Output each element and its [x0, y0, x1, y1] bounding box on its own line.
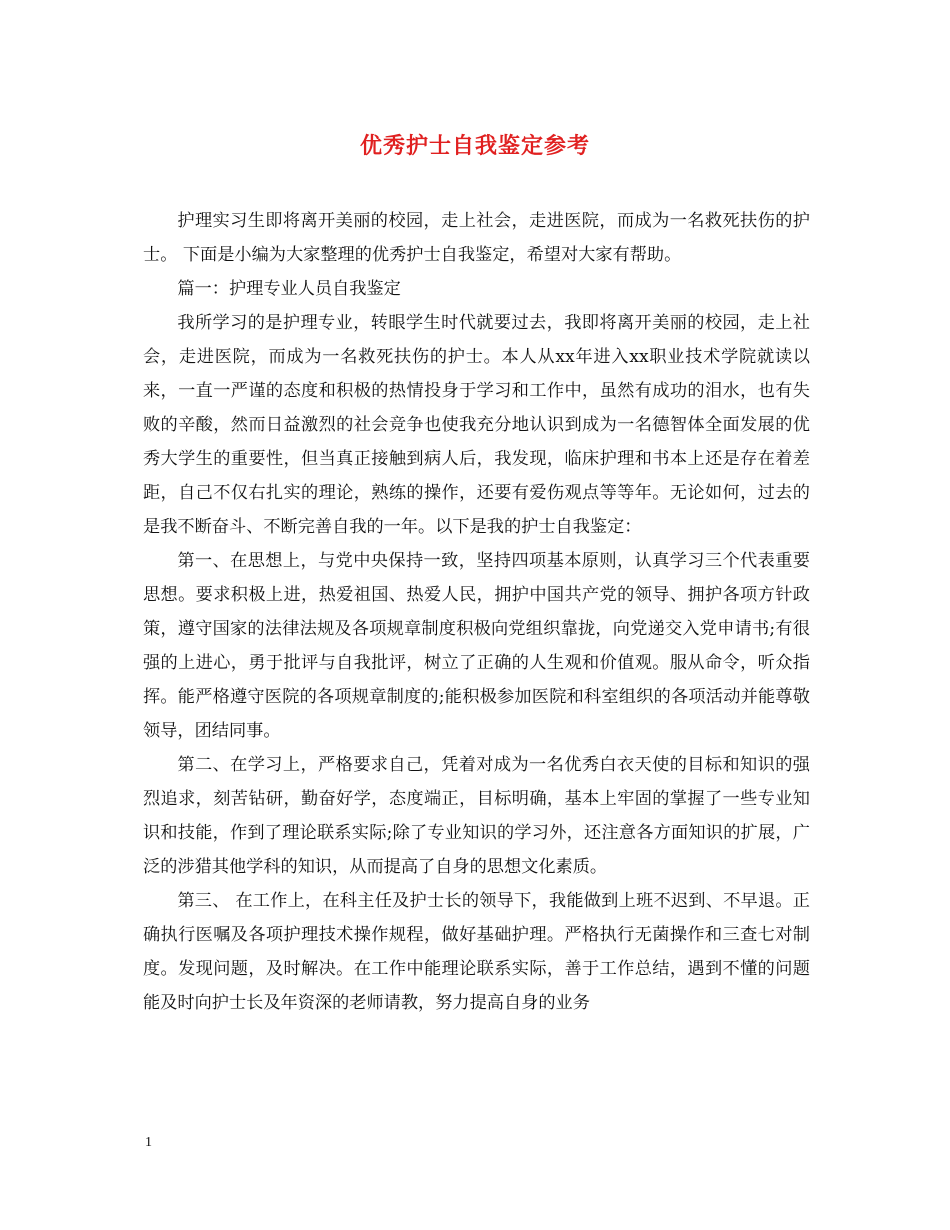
- section-heading: 篇一：护理专业人员自我鉴定: [177, 279, 401, 299]
- paragraph-study: 第二、在学习上，严格要求自己，凭着对成为一名优秀白衣天使的目标和知识的强烈追求，刻苦钻研，勤奋好学，态度端正，目标明确，基本上牢固的掌握了一些专业知识和技能，作到了理论联系实际;除了专业知识的学习外，还注意各方面知识的扩展，广泛的涉猎其他学科的知识，从而提高了自身的思想文化素质。: [143, 755, 810, 877]
- paragraph-intro: 护理实习生即将离开美丽的校园，走上社会，走进医院，而成为一名救死扶伤的护士。 下面是小编为大家整理的优秀护士自我鉴定，希望对大家有帮助。: [143, 211, 810, 265]
- paragraph-overview: 我所学习的是护理专业，转眼学生时代就要过去，我即将离开美丽的校园，走上社会，走进医院，而成为一名救死扶伤的护士。本人从xx年进入xx职业技术学院就读以来，一直一严谨的态度和积极的热情投身于学习和工作中，虽然有成功的泪水，也有失败的辛酸，然而日益激烈的社会竞争也使我充分地认识到成为一名德智体全面发展的优秀大学生的重要性，但当真正接触到病人后，我发现，临床护理和书本上还是存在着差距，自己不仅右扎实的理论，熟练的操作，还要有爱伤观点等等年。无论如何，过去的是我不断奋斗、不断完善自我的一年。以下是我的护士自我鉴定：: [143, 313, 810, 537]
- document-title: 优秀护士自我鉴定参考: [359, 133, 590, 159]
- paragraph-ideology: 第一、在思想上，与党中央保持一致，坚持四项基本原则，认真学习三个代表重要思想。要求积极上进，热爱祖国、热爱人民，拥护中国共产党的领导、拥护各项方针政策，遵守国家的法律法规及各项规章制度积极向党组织靠拢，向党递交入党申请书;有很强的上进心，勇于批评与自我批评，树立了正确的人生观和价值观。服从命令，听众指挥。能严格遵守医院的各项规章制度的;能积极参加医院和科室组织的各项活动并能尊敬领导，团结同事。: [143, 551, 810, 741]
- paragraph-work: 第三、 在工作上，在科主任及护士长的领导下，我能做到上班不迟到、不早退。正确执行医嘱及各项护理技术操作规程，做好基础护理。严格执行无菌操作和三查七对制度。发现问题，及时解决。在工作中能理论联系实际，善于工作总结，遇到不懂的问题能及时向护士长及年资深的老师请教，努力提高自身的业务: [143, 891, 810, 1013]
- page-number: 1: [145, 1135, 152, 1150]
- document-body: [143, 204, 810, 1020]
